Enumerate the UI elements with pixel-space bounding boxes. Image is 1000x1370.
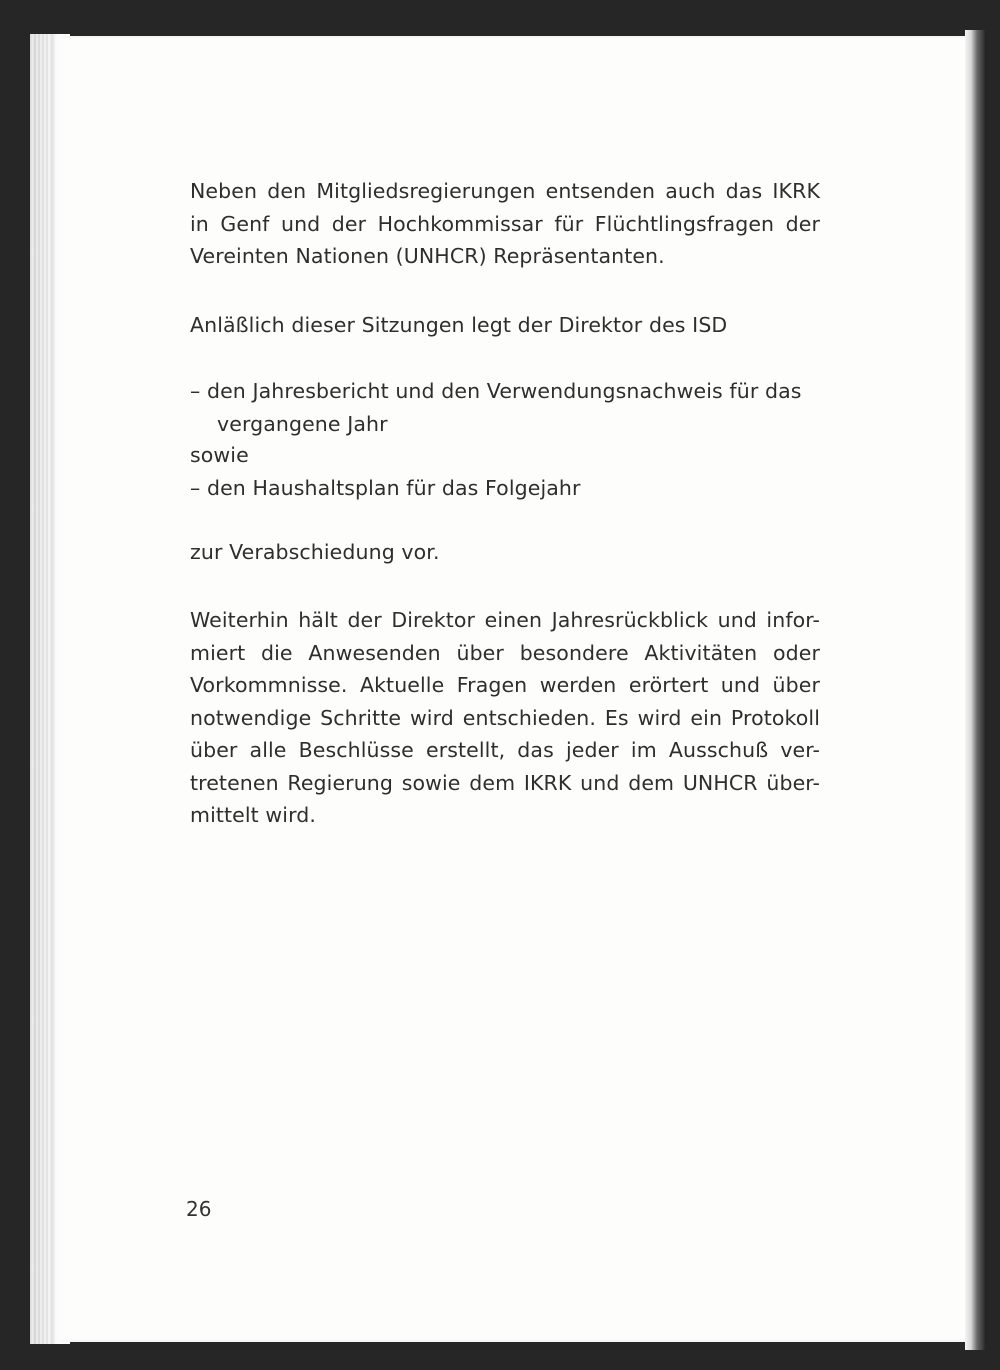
text-line: miert die Anwesenden über besondere Aktivitäten oder	[190, 640, 820, 665]
text-line: notwendige Schritte wird entschieden. Es wird ein Protokoll	[190, 705, 820, 730]
text-line: zur Verabschiedung vor.	[190, 540, 440, 564]
text-line: sowie	[190, 443, 249, 467]
connector-word	[190, 439, 820, 472]
paragraph-1	[190, 175, 820, 273]
text-line: Anläßlich dieser Sitzungen legt der Direktor des ISD	[190, 313, 728, 337]
text-line: – den Haushaltsplan für das Folgejahr	[190, 476, 581, 500]
paragraph-2	[190, 309, 820, 342]
list-item-2	[190, 472, 820, 505]
paragraph-3	[190, 536, 820, 569]
text-line: Vereinten Nationen (UNHCR) Repräsentanten.	[190, 244, 665, 268]
text-line: Neben den Mitgliedsregierungen entsenden auch das IKRK	[190, 179, 820, 203]
text-line: Vorkommnisse. Aktuelle Fragen werden erörtert und über	[190, 673, 820, 697]
binding-shadow	[965, 30, 985, 1350]
page-number: 26	[186, 1197, 212, 1221]
text-line: über alle Beschlüsse erstellt, das jeder im Ausschuß ver-	[190, 738, 820, 762]
text-line: Weiterhin hält der Direktor einen Jahresrückblick und infor-	[190, 608, 820, 632]
text-line: in Genf und der Hochkommissar für Flüchtlingsfragen der	[190, 211, 820, 236]
text-line: – den Jahresbericht und den Verwendungsnachweis für das	[190, 379, 802, 403]
text-line: vergangene Jahr	[217, 411, 388, 436]
paragraph-4	[190, 604, 820, 832]
text-line: mittelt wird.	[190, 803, 316, 827]
text-line: tretenen Regierung sowie dem IKRK und dem UNHCR über-	[190, 770, 820, 795]
list-item-1	[190, 375, 820, 440]
